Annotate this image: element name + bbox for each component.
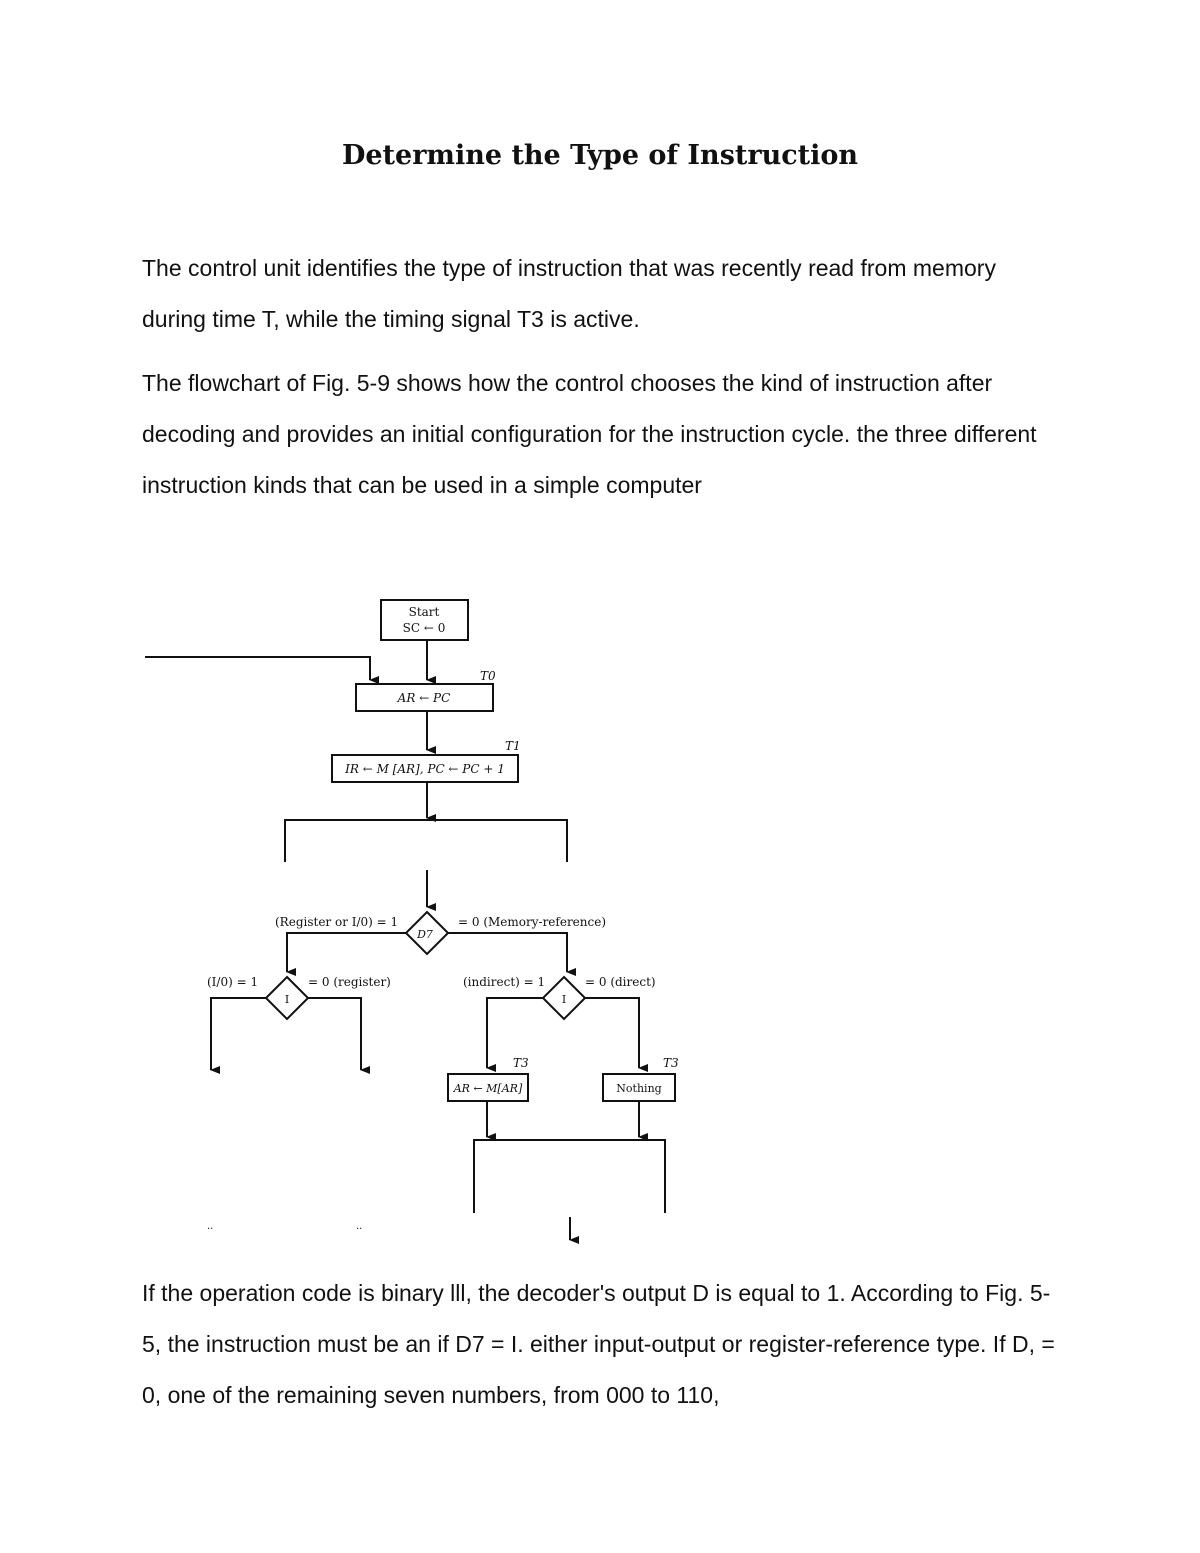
dots-left: ··	[207, 1224, 214, 1235]
paragraph-opcode-explanation: If the operation code is binary lll, the decoder's output D is equal to 1. According to Fig. 5-5, the instruction must be an if D7 = I. either input-output or register-reference type. If D, = 0, one of the remaining seven numbers, from 000 to 110,	[142, 1280, 1055, 1408]
page-title: Determine the Type of Instruction	[341, 140, 859, 171]
upper-bracket	[285, 820, 567, 862]
start-label: Start	[408, 605, 440, 619]
right-i-label: I	[561, 993, 567, 1006]
ar-pc-label: AR ← PC	[397, 691, 451, 705]
nothing-label: Nothing	[616, 1082, 662, 1095]
memory-reference-label: = 0 (Memory-reference)	[458, 915, 607, 929]
instruction-cycle-flowchart	[0, 580, 1200, 1260]
loop-back-arrow	[145, 657, 370, 680]
register-label: = 0 (register)	[308, 975, 391, 989]
dots-middle: ··	[356, 1224, 363, 1235]
sc-reset-label: SC ← 0	[402, 621, 446, 635]
paragraph-flowchart-description: The flowchart of Fig. 5-9 shows how the control chooses the kind of instruction after decoding and provides an initial configuration for the instruction cycle. the three different instruction kinds that can be used in a simple computer	[142, 370, 1037, 498]
left-i-label: I	[284, 993, 290, 1006]
register-io-label: (Register or I/0) = 1	[275, 915, 399, 929]
io-label: (I/0) = 1	[207, 975, 259, 989]
t0-label: T0	[480, 669, 496, 683]
d7-label: D7	[417, 928, 433, 941]
ar-mar-label: AR ← M[AR]	[453, 1082, 523, 1095]
indirect-label: (indirect) = 1	[463, 975, 546, 989]
ir-fetch-label: IR ← M [AR], PC ← PC + 1	[345, 762, 505, 776]
t1-label: T1	[505, 739, 521, 753]
t3-right-label: T3	[663, 1056, 679, 1070]
paragraph-intro: The control unit identifies the type of instruction that was recently read from memory during time T, while the timing signal T3 is active.	[142, 255, 996, 332]
lower-bracket	[474, 1140, 665, 1213]
direct-label: = 0 (direct)	[585, 975, 656, 989]
t3-left-label: T3	[513, 1056, 529, 1070]
